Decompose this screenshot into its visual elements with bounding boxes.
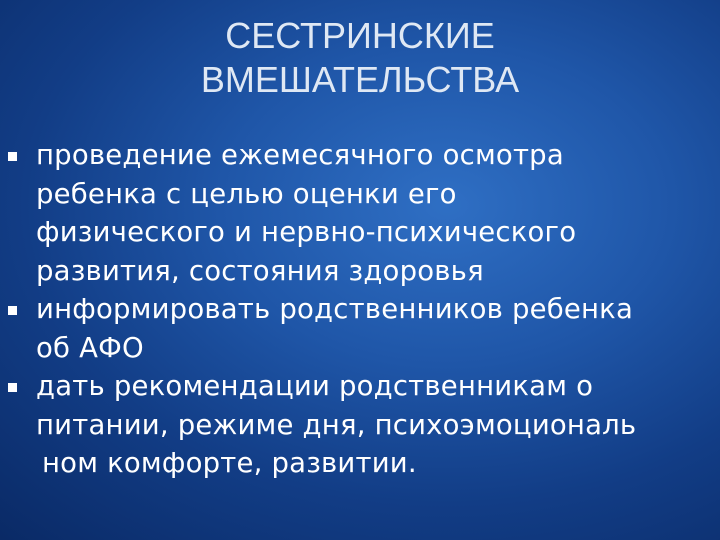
- bullet-line: питании, режиме дня, психоэмоциональ: [36, 408, 637, 441]
- bullet-line: об АФО: [36, 331, 144, 364]
- bullet-line: физического и нервно-психического: [36, 216, 577, 248]
- bullet-text-2: [36, 290, 720, 367]
- square-bullet-icon: [8, 152, 17, 161]
- bullet-list: [0, 136, 720, 483]
- slide-title: [0, 14, 720, 102]
- bullet-line: дать рекомендации родственникам о: [36, 370, 594, 402]
- slide-title-line-1: СЕСТРИНСКИЕ: [225, 15, 495, 56]
- bullet-text-1: [36, 136, 720, 290]
- bullet-line: ребенка с целью оценки его: [36, 177, 457, 210]
- bullet-line: ном комфорте, развитии.: [42, 447, 417, 479]
- bullet-item-1: [0, 136, 720, 290]
- bullet-line: проведение ежемесячного осмотра: [36, 139, 564, 171]
- square-bullet-icon: [8, 383, 17, 392]
- bullet-item-3: [0, 367, 720, 483]
- bullet-item-2: [0, 290, 720, 367]
- bullet-line: развития, состояния здоровья: [36, 254, 484, 287]
- slide-title-line-2: ВМЕШАТЕЛЬСТВА: [200, 59, 520, 100]
- bullet-line: информировать родственников ребенка: [36, 293, 634, 325]
- bullet-text-3: [36, 367, 720, 483]
- square-bullet-icon: [8, 306, 17, 315]
